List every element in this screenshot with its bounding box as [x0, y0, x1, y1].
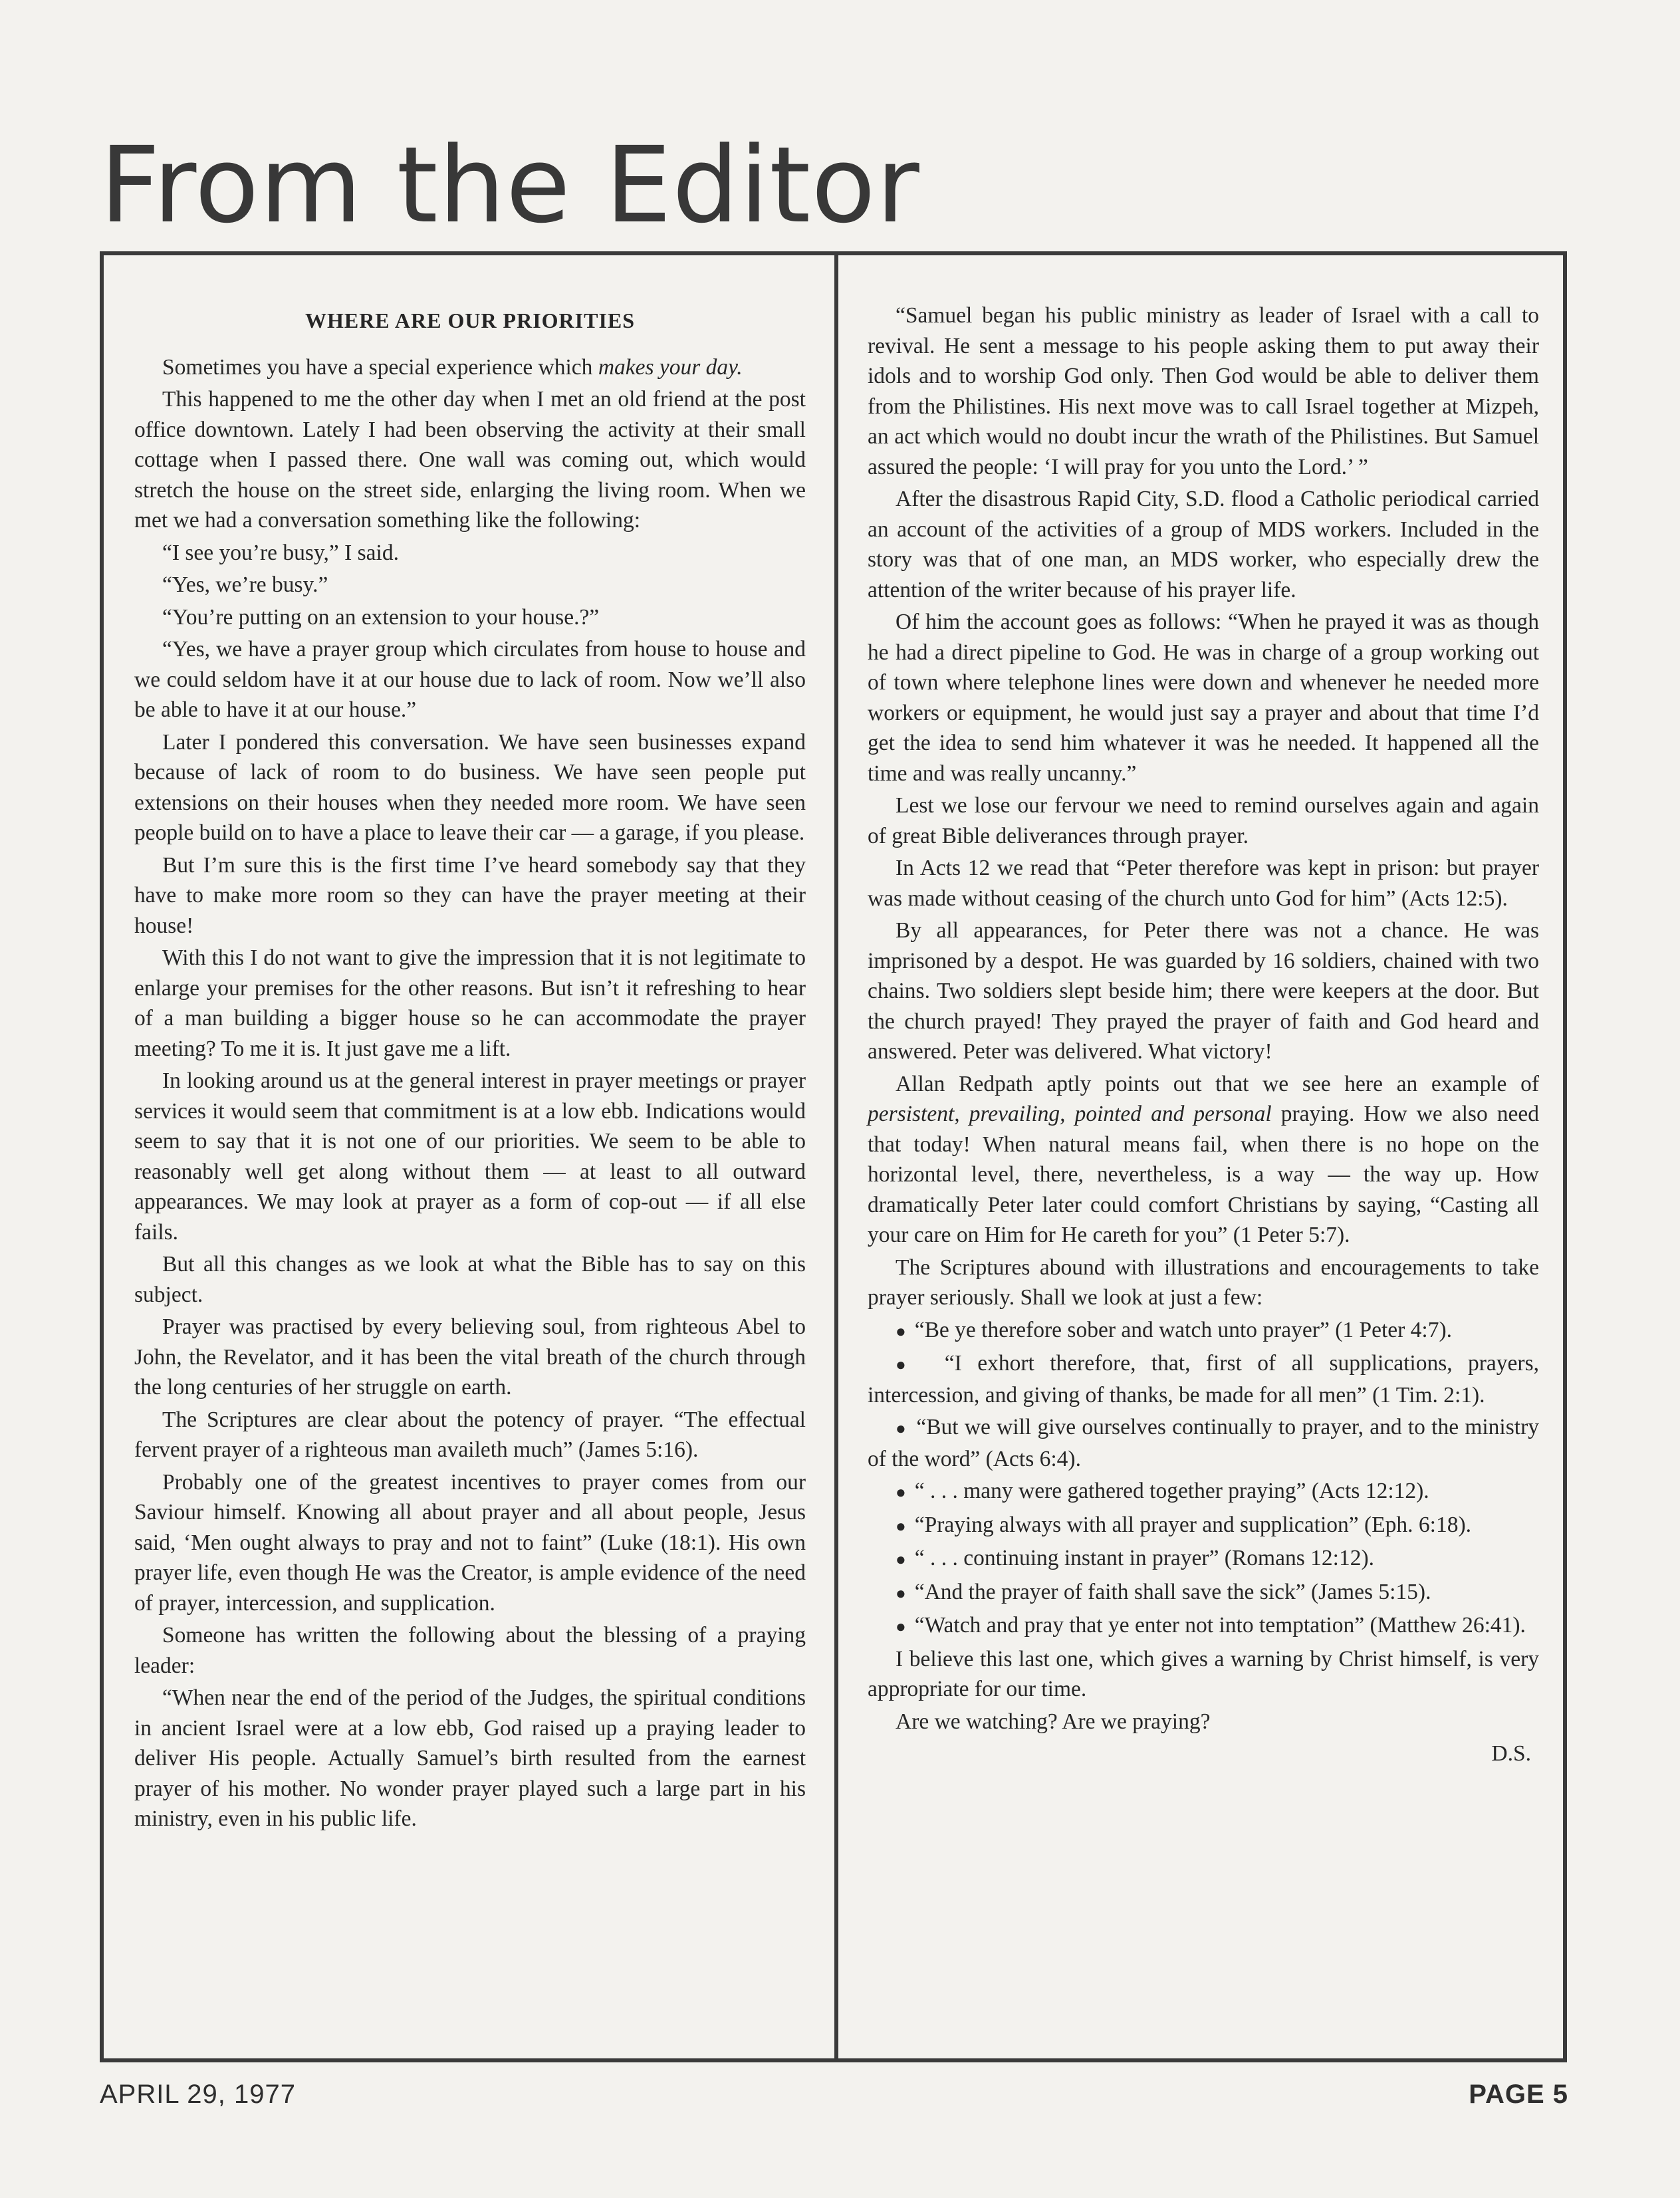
paragraph: Someone has written the following about the blessing of a praying leader: — [134, 1623, 806, 1678]
page-title: From the Editor — [100, 124, 920, 247]
scripture-bullet: ● “ . . . many were gathered together praying” (Acts 12:12). — [868, 1476, 1539, 1508]
paragraph: Lest we lose our fervour we need to remind ourselves again and again of great Bible deliverances through prayer. — [868, 793, 1539, 848]
scripture-bullet: ● “And the prayer of faith shall save the sick” (James 5:15). — [868, 1577, 1539, 1609]
paragraph: The Scriptures abound with illustrations and encouragements to take prayer seriously. Shall we look at just a few: — [868, 1255, 1539, 1310]
paragraph: By all appearances, for Peter there was not a chance. He was imprisoned by a despot. He was guarded by 16 soldiers, chained with two chains. Two soldiers slept beside him; there were keepers at the door. But the church prayed! They prayed the prayer of faith and God heard and answered. Peter was delivered. What victory! — [868, 918, 1539, 1064]
paragraph: “You’re putting on an extension to your house.?” — [162, 604, 600, 630]
scripture-bullet: ● “I exhort therefore, that, first of all supplications, prayers, intercession, and giving of thanks, be made for all men” (1 Tim. 2:1). — [868, 1348, 1539, 1410]
left-column-body — [134, 352, 806, 1834]
paragraph: “When near the end of the period of the Judges, the spiritual conditions in ancient Israel were at a low ebb, God raised up a praying leader to deliver His people. Actually Samuel’s birth resulted from the earnest prayer of his mother. No wonder prayer played such a large part in his ministry, even in his public life. — [134, 1685, 806, 1831]
paragraph: Sometimes you have a special experience which makes your day. — [162, 354, 743, 380]
paragraph: “I see you’re busy,” I said. — [162, 540, 399, 565]
scripture-bullet: ● “Praying always with all prayer and supplication” (Eph. 6:18). — [868, 1510, 1539, 1542]
paragraph: But I’m sure this is the first time I’ve heard somebody say that they have to make more room so they can have the prayer meeting at their house! — [134, 852, 806, 938]
column-divider — [834, 251, 838, 2062]
paragraph: Prayer was practised by every believing soul, from righteous Abel to John, the Revelator, and it has been the vital breath of the church through the long centuries of her struggle on earth. — [134, 1314, 806, 1400]
paragraph: “Samuel began his public ministry as leader of Israel with a call to revival. He sent a message to his people asking them to put away their idols and to worship God only. Then God would be able to deliver them from the Philistines. His next move was to call Israel together at Mizpeh, an act which would no doubt incur the wrath of the Philistines. But Samuel assured the people: ‘I will pray for you unto the Lord.’ ” — [868, 303, 1539, 479]
scripture-bullet: ● “Be ye therefore sober and watch unto prayer” (1 Peter 4:7). — [868, 1315, 1539, 1347]
scripture-bullet: ● “But we will give ourselves continually to prayer, and to the ministry of the word” (Acts 6:4). — [868, 1412, 1539, 1474]
scripture-list — [868, 1315, 1539, 1642]
scripture-bullet: ● “Watch and pray that ye enter not into temptation” (Matthew 26:41). — [868, 1610, 1539, 1642]
paragraph: Are we watching? Are we praying? — [896, 1709, 1211, 1734]
paragraph: Later I pondered this conversation. We have seen businesses expand because of lack of room to do business. We have seen people put extensions on their houses when they needed more room. We have seen people build on to have a place to leave their car — a garage, if you please. — [134, 729, 806, 845]
paragraph: Allan Redpath aptly points out that we see here an example of persistent, prevailing, pointed and personal praying. How we also need that today! When natural means fail, when there is no hope on the horizontal level, there, nevertheless, is a way — the way up. How dramatically Peter later could comfort Christians by saying, “Casting all your care on Him for He careth for you” (1 Peter 5:7). — [868, 1071, 1539, 1247]
paragraph: “Yes, we’re busy.” — [162, 572, 328, 597]
left-column — [134, 293, 806, 1836]
paragraph: Probably one of the greatest incentives to prayer comes from our Saviour himself. Knowing all about prayer and all about people, Jesus said, ‘Men ought always to pray and not to faint” (Luke (18:1). His own prayer life, even though He was the Creator, is ample evidence of the need of prayer, intercession, and supplication. — [134, 1469, 806, 1616]
paragraph: This happened to me the other day when I met an old friend at the post office downtown. Lately I had been observing the activity at their small cottage when I passed there. One wall was coming out, which would stretch the house on the street side, enlarging the living room. When we met we had a conversation something like the following: — [134, 387, 806, 533]
paragraph: After the disastrous Rapid City, S.D. flood a Catholic periodical carried an account of the activities of a group of MDS workers. Included in the story was that of one man, an MDS worker, who especially drew the attention of the writer because of his prayer life. — [868, 487, 1539, 602]
paragraph: The Scriptures are clear about the potency of prayer. “The effectual fervent prayer of a righteous man availeth much” (James 5:16). — [134, 1407, 806, 1462]
right-column — [868, 301, 1539, 1771]
editor-signature: D.S. — [1491, 1741, 1531, 1766]
paragraph: “Yes, we have a prayer group which circulates from house to house and we could seldom have it at our house due to lack of room. Now we’ll also be able to have it at our house.” — [134, 637, 806, 722]
scripture-bullet: ● “ . . . continuing instant in prayer” (Romans 12:12). — [868, 1543, 1539, 1575]
right-column-body — [868, 301, 1539, 1313]
article-title: WHERE ARE OUR PRIORITIES — [304, 308, 636, 332]
paragraph: Of him the account goes as follows: “When he prayed it was as though he had a direct pipeline to God. He was in charge of a group working out of town where telephone lines were down and whenever he needed more workers or equipment, he would just say a prayer and about that time I’d get the idea to send him whatever it was he needed. It happened all the time and was really uncanny.” — [868, 610, 1539, 786]
paragraph: But all this changes as we look at what the Bible has to say on this subject. — [134, 1252, 806, 1307]
closing-paragraphs — [868, 1644, 1539, 1737]
paragraph: In looking around us at the general interest in prayer meetings or prayer services it would seem that commitment is at a low ebb. Indications would seem to say that it is not one of our priorities. We seem to be able to reasonably well get along without them — at least to all outward appearances. We may look at prayer as a form of cop-out — if all else fails. — [134, 1068, 806, 1245]
paragraph: With this I do not want to give the impression that it is not legitimate to enlarge your premises for the other reasons. But isn’t it refreshing to hear of a man building a bigger house so he can accommodate the prayer meeting? To me it is. It just gave me a lift. — [134, 945, 806, 1061]
paragraph: In Acts 12 we read that “Peter therefore was kept in prison: but prayer was made without ceasing of the church unto God for him” (Acts 12:5). — [868, 856, 1539, 911]
page-number: PAGE 5 — [1469, 2080, 1568, 2109]
issue-date: APRIL 29, 1977 — [100, 2080, 296, 2109]
paragraph: I believe this last one, which gives a warning by Christ himself, is very appropriate for our time. — [868, 1646, 1539, 1701]
